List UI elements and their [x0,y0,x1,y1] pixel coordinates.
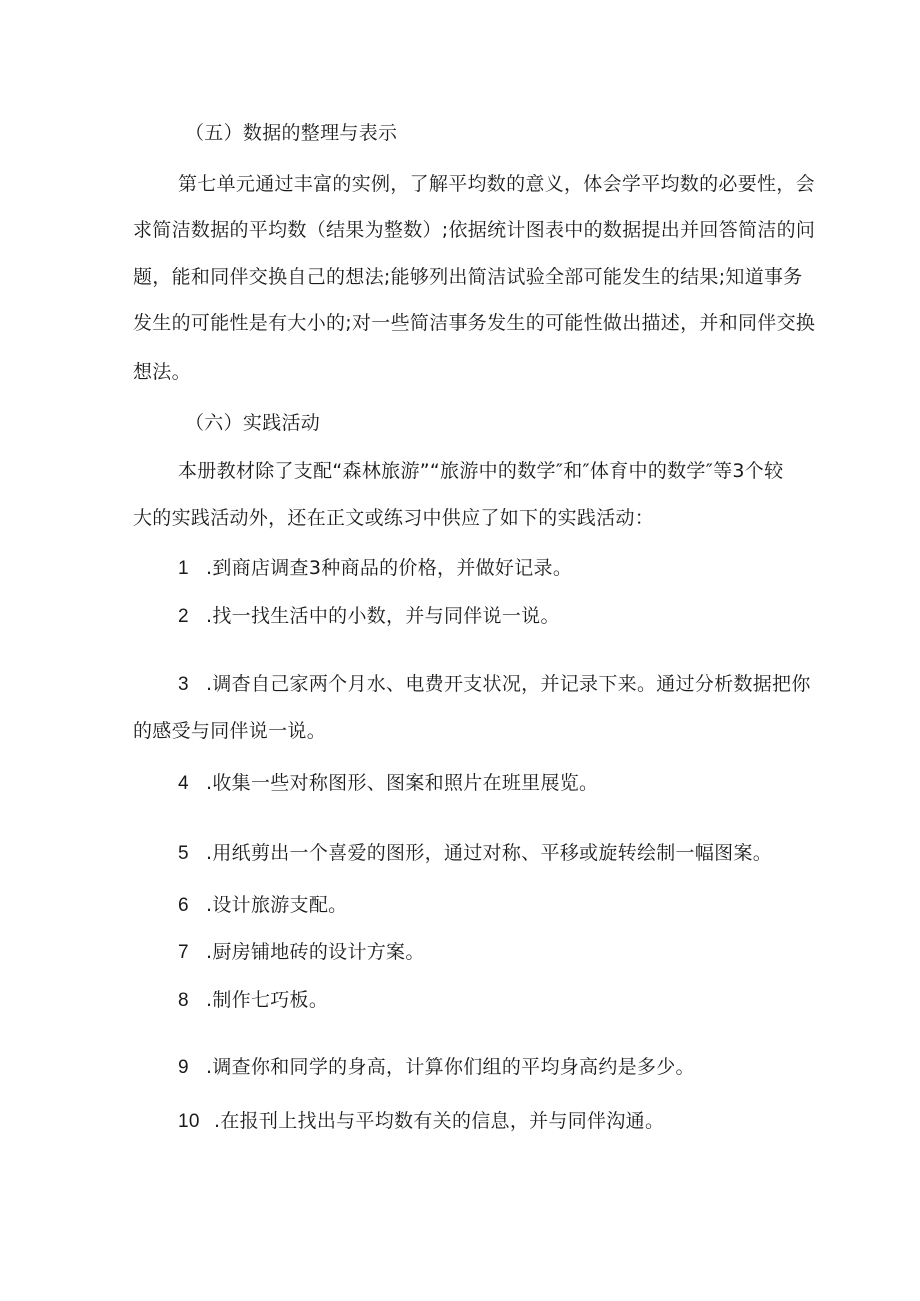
list-item [178,672,811,697]
list-text: .在报刊上找出与平均数有关的信息，并与同伴沟通。 [214,1110,665,1132]
list-text: .制作七巧板。 [206,989,329,1011]
list-number: 8 [178,990,189,1011]
list-item [178,556,572,581]
list-item-continuation: 的感受与同伴说一说。 [133,720,327,742]
list-number: 2 [178,606,189,627]
list-number: 3 [178,674,189,695]
list-item [178,604,560,629]
paragraph-line: 本册教材除了支配“森林旅游”“旅游中的数学″和″体育中的数学″等3个较 [178,460,784,482]
paragraph-line: 第七单元通过丰富的实例，了解平均数的意义，体会学平均数的必要性，会 [178,173,815,195]
list-item [178,841,772,866]
paragraph-line: 题，能和同伴交换自己的想法;能够列出简洁试验全部可能发生的结果;知道事务 [133,266,803,288]
paragraph-line: 发生的可能性是有大小的;对一些简洁事务发生的可能性做出描述，并和同伴交换 [133,312,816,334]
list-item [178,940,425,965]
paragraph-line: 大的实践活动外，还在正文或练习中供应了如下的实践活动： [133,507,655,529]
list-number: 1 [178,558,189,579]
list-number: 4 [178,773,189,794]
paragraph-line: 求简洁数据的平均数（结果为整数）;依据统计图表中的数据提出并回答简洁的问 [133,219,816,241]
list-item [178,1109,664,1134]
list-text: .到商店调查3种商品的价格，并做好记录。 [206,557,573,579]
list-text: .收集一些对称图形、图案和照片在班里展览。 [206,772,599,794]
list-text: .调杳自己家两个月水、电费开支状况，并记录下来。通过分析数据把你 [206,673,811,695]
list-text: .找一找生活中的小数，并与同伴说一说。 [206,605,560,627]
list-item [178,893,347,918]
list-text: .设计旅游支配。 [206,894,348,916]
list-item [178,988,328,1013]
list-item [178,771,598,796]
list-text: .用纸剪出一个喜爱的图形，通过对称、平移或旋转绘制一幅图案。 [206,842,773,864]
list-number: 6 [178,895,189,916]
list-item [178,1055,695,1080]
section-heading-5: （五）数据的整理与表示 [185,122,398,144]
list-number: 10 [178,1111,200,1132]
section-heading-6: （六）实践活动 [185,412,321,434]
list-number: 7 [178,942,189,963]
list-text: .调查你和同学的身高，计算你们组的平均身高约是多少。 [206,1056,695,1078]
list-text: .厨房铺地砖的设计方案。 [206,941,425,963]
list-number: 5 [178,843,189,864]
paragraph-line: 想法。 [133,361,191,383]
list-number: 9 [178,1057,189,1078]
